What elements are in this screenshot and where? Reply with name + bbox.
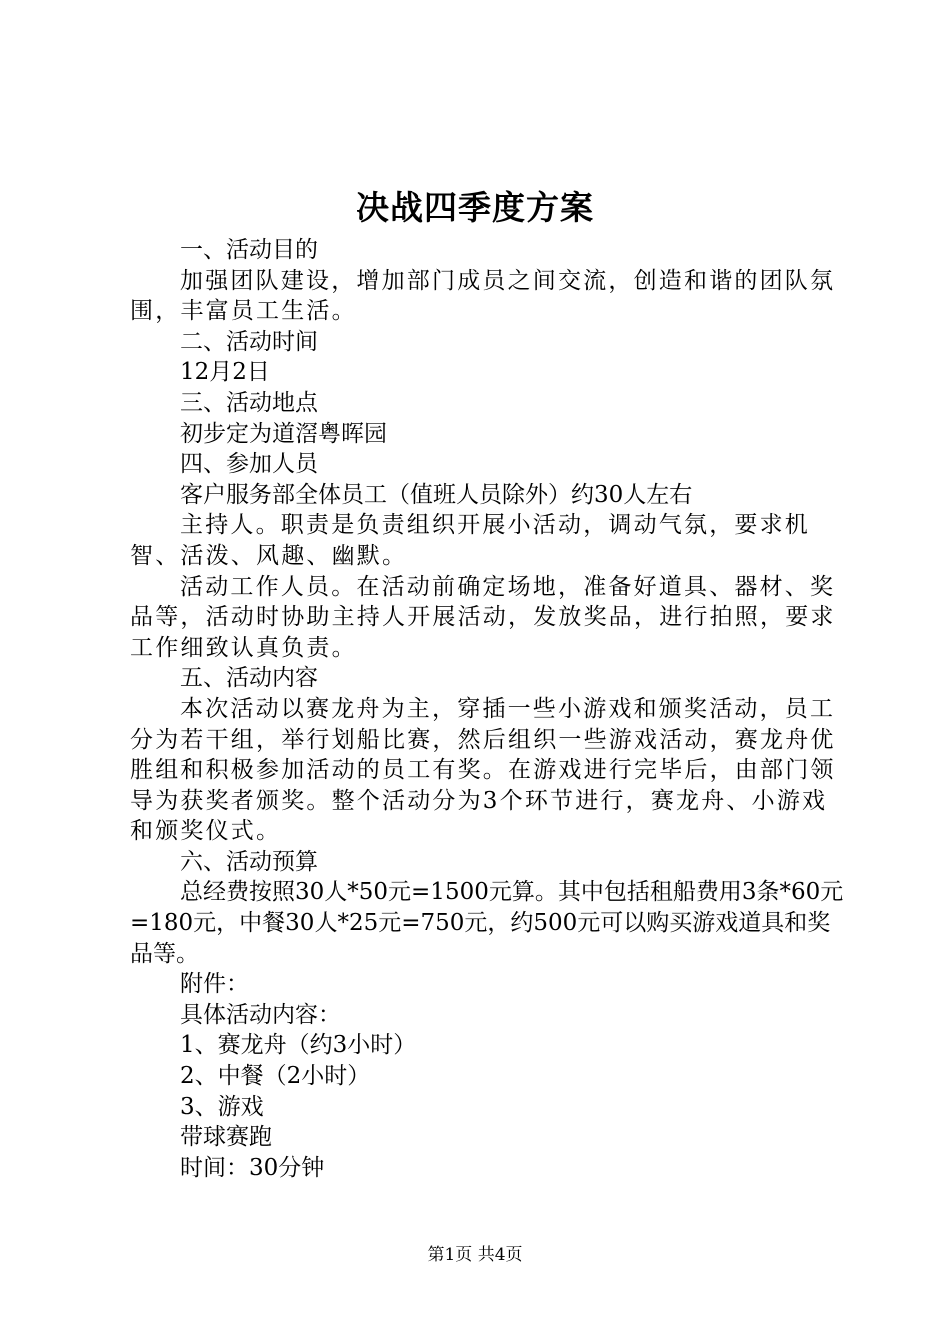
list-item: 2、中餐（2小时） <box>180 1063 371 1090</box>
section-heading-budget: 六、活动预算 <box>180 848 318 875</box>
attachment-heading: 具体活动内容： <box>180 1001 341 1028</box>
list-item: 1、赛龙舟（约3小时） <box>180 1032 417 1059</box>
paragraph-budget: 总经费按照30人*50元=1500元算。其中包括租船费用3条*60元=180元，中餐30人*25元=750元，约500元可以购买游戏道具和奖品等。 <box>130 879 844 967</box>
paragraph-purpose: 加强团队建设，增加部门成员之间交流，创造和谐的团队氛围，丰富员工生活。 <box>130 267 836 325</box>
game-duration: 时间：30分钟 <box>180 1154 325 1181</box>
document-body <box>130 235 848 1183</box>
attachment-label: 附件： <box>180 971 249 998</box>
game-name: 带球赛跑 <box>180 1124 272 1151</box>
section-heading-purpose: 一、活动目的 <box>180 237 318 263</box>
page-footer: 第1页 共4页 <box>427 1245 523 1265</box>
paragraph-location: 初步定为道滘粤晖园 <box>180 420 387 447</box>
paragraph-content: 本次活动以赛龙舟为主，穿插一些小游戏和颁奖活动，员工分为若干组，举行划船比赛，然后组织一些游戏活动，赛龙舟优胜组和积极参加活动的员工有奖。在游戏进行完毕后，由部门领导为获奖者颁奖。整个活动分为3个环节进行，赛龙舟、小游戏和颁奖仪式。 <box>130 695 836 845</box>
paragraph-staff: 活动工作人员。在活动前确定场地，准备好道具、器材、奖品等，活动时协助主持人开展活动，发放奖品，进行拍照，要求工作细致认真负责。 <box>130 573 836 661</box>
paragraph-time: 12月2日 <box>180 359 270 386</box>
paragraph-host: 主持人。职责是负责组织开展小活动，调动气氛，要求机智、活泼、风趣、幽默。 <box>130 512 810 569</box>
section-heading-location: 三、活动地点 <box>180 389 318 416</box>
list-item: 3、游戏 <box>180 1093 264 1120</box>
document-title: 决战四季度方案 <box>356 188 594 227</box>
section-heading-participants: 四、参加人员 <box>180 451 318 478</box>
section-heading-content: 五、活动内容 <box>180 665 318 692</box>
section-heading-time: 二、活动时间 <box>180 328 318 355</box>
paragraph-participants: 客户服务部全体员工（值班人员除外）约30人左右 <box>180 481 693 508</box>
